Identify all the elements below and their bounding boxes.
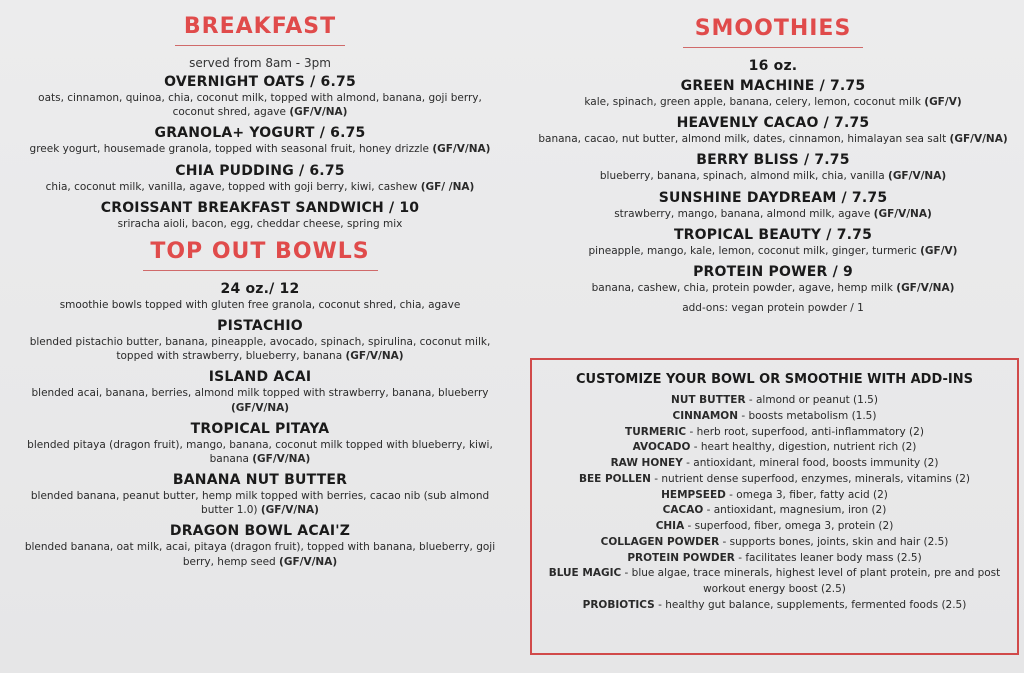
breakfast-item [20, 163, 500, 194]
smoothies-size: 16 oz. [748, 58, 798, 74]
addin-item: HEMPSEED - omega 3, fiber, fatty acid (2) [661, 488, 888, 501]
item-title: BERRY BLISS / 7.75 [696, 152, 850, 169]
item-desc: blended acai, banana, berries, almond milk topped with strawberry, banana, blueberry (GF/V/NA) [31, 387, 489, 414]
item-title: CHIA PUDDING / 6.75 [175, 162, 345, 179]
addin-item: RAW HONEY - antioxidant, mineral food, boosts immunity (2) [610, 457, 939, 469]
item-desc: blended banana, peanut butter, hemp milk topped with berries, cacao nib (sub almond butter 1.0) (GF/V/NA) [30, 490, 490, 517]
addins-title: CUSTOMIZE YOUR BOWL OR SMOOTHIE WITH ADD-INS [576, 372, 973, 387]
addin-item: PROBIOTICS - healthy gut balance, supplements, fermented foods (2.5) [582, 598, 967, 611]
bowl-item [20, 523, 500, 568]
item-desc: blended pitaya (dragon fruit), mango, banana, coconut milk topped with blueberry, kiwi, banana (GF/V/NA) [27, 438, 493, 465]
smoothie-addons-line: add-ons: vegan protein powder / 1 [682, 302, 864, 315]
smoothie-item [528, 152, 1018, 183]
item-title: TROPICAL BEAUTY / 7.75 [673, 226, 873, 243]
item-desc: pineapple, mango, kale, lemon, coconut milk, ginger, turmeric (GF/V) [588, 244, 958, 257]
item-desc: strawberry, mango, banana, almond milk, agave (GF/V/NA) [614, 207, 932, 220]
item-title: BANANA NUT BUTTER [172, 472, 348, 489]
addin-item: CACAO - antioxidant, magnesium, iron (2) [662, 504, 887, 517]
item-desc: blueberry, banana, spinach, almond milk, chia, vanilla (GF/V/NA) [599, 170, 947, 183]
right-column [528, 12, 1018, 321]
addin-item: PROTEIN POWDER - facilitates leaner body mass (2.5) [627, 551, 922, 564]
addin-item: TURMERIC - herb root, superfood, anti-inflammatory (2) [625, 425, 924, 438]
item-desc: sriracha aioli, bacon, egg, cheddar cheese, spring mix [117, 217, 403, 230]
bowls-rule [143, 270, 378, 271]
bowl-item [20, 318, 500, 363]
breakfast-item [20, 74, 500, 119]
smoothie-item [528, 115, 1018, 146]
addin-item: CINNAMON - boosts metabolism (1.5) [672, 409, 877, 422]
bowl-item [20, 369, 500, 414]
addin-item: BLUE MAGIC - blue algae, trace minerals, highest level of plant protein, pre and post workout energy boost (2.5) [548, 567, 1001, 595]
breakfast-title: BREAKFAST [183, 14, 337, 39]
item-title: ISLAND ACAI [208, 369, 312, 386]
addin-item: BEE POLLEN - nutrient dense superfood, enzymes, minerals, vitamins (2) [578, 472, 971, 485]
smoothie-item [528, 190, 1018, 221]
smoothie-item [528, 78, 1018, 109]
addin-item: COLLAGEN POWDER - supports bones, joints, skin and hair (2.5) [600, 535, 949, 548]
breakfast-item [20, 125, 500, 156]
bowls-title: TOP OUT BOWLS [150, 238, 370, 264]
item-desc: blended banana, oat milk, acai, pitaya (dragon fruit), topped with banana, blueberry, goji berry, hemp seed (GF/V/NA) [24, 541, 496, 568]
item-title: PISTACHIO [217, 318, 303, 335]
item-title: TROPICAL PITAYA [190, 420, 330, 437]
item-title: HEAVENLY CACAO / 7.75 [676, 115, 870, 132]
item-title: SUNSHINE DAYDREAM / 7.75 [658, 189, 888, 206]
item-desc: kale, spinach, green apple, banana, celery, lemon, coconut milk (GF/V) [584, 96, 962, 108]
item-title: CROISSANT BREAKFAST SANDWICH / 10 [100, 199, 420, 216]
smoothie-item [528, 227, 1018, 258]
breakfast-item [20, 200, 500, 231]
smoothie-item [528, 264, 1018, 295]
item-desc: banana, cashew, chia, protein powder, agave, hemp milk (GF/V/NA) [591, 281, 955, 294]
addin-item: NUT BUTTER - almond or peanut (1.5) [671, 394, 878, 406]
bowls-desc: smoothie bowls topped with gluten free granola, coconut shred, chia, agave [59, 298, 461, 311]
left-column [20, 10, 500, 575]
bowl-item [20, 472, 500, 517]
addin-item: CHIA - superfood, fiber, omega 3, protein (2) [655, 520, 894, 532]
bowl-item [20, 421, 500, 466]
item-title: GRANOLA+ YOGURT / 6.75 [154, 125, 366, 142]
item-desc: oats, cinnamon, quinoa, chia, coconut milk, topped with almond, banana, goji berry, coconut shred, agave (GF/V/NA) [38, 92, 482, 119]
smoothies-rule [683, 47, 863, 48]
addins-box [530, 358, 1019, 655]
breakfast-served: served from 8am - 3pm [189, 56, 331, 70]
item-desc: blended pistachio butter, banana, pineapple, avocado, spinach, spirulina, coconut milk, topped with strawberry, blueberry, banana (GF/V/NA) [29, 336, 491, 363]
item-desc: chia, coconut milk, vanilla, agave, topped with goji berry, kiwi, cashew (GF/ /NA) [45, 180, 475, 193]
item-desc: greek yogurt, housemade granola, topped with seasonal fruit, honey drizzle (GF/V/NA) [29, 143, 491, 156]
item-title: DRAGON BOWL ACAI'Z [169, 523, 351, 540]
addin-item: AVOCADO - heart healthy, digestion, nutrient rich (2) [632, 441, 917, 454]
smoothies-title: SMOOTHIES [694, 16, 852, 41]
item-title: GREEN MACHINE / 7.75 [680, 78, 866, 94]
breakfast-rule [175, 45, 345, 46]
item-title: PROTEIN POWER / 9 [693, 263, 853, 280]
item-title: OVERNIGHT OATS / 6.75 [164, 74, 356, 90]
bowls-size-price: 24 oz./ 12 [220, 280, 300, 297]
item-desc: banana, cacao, nut butter, almond milk, dates, cinnamon, himalayan sea salt (GF/V/NA) [538, 133, 1008, 146]
